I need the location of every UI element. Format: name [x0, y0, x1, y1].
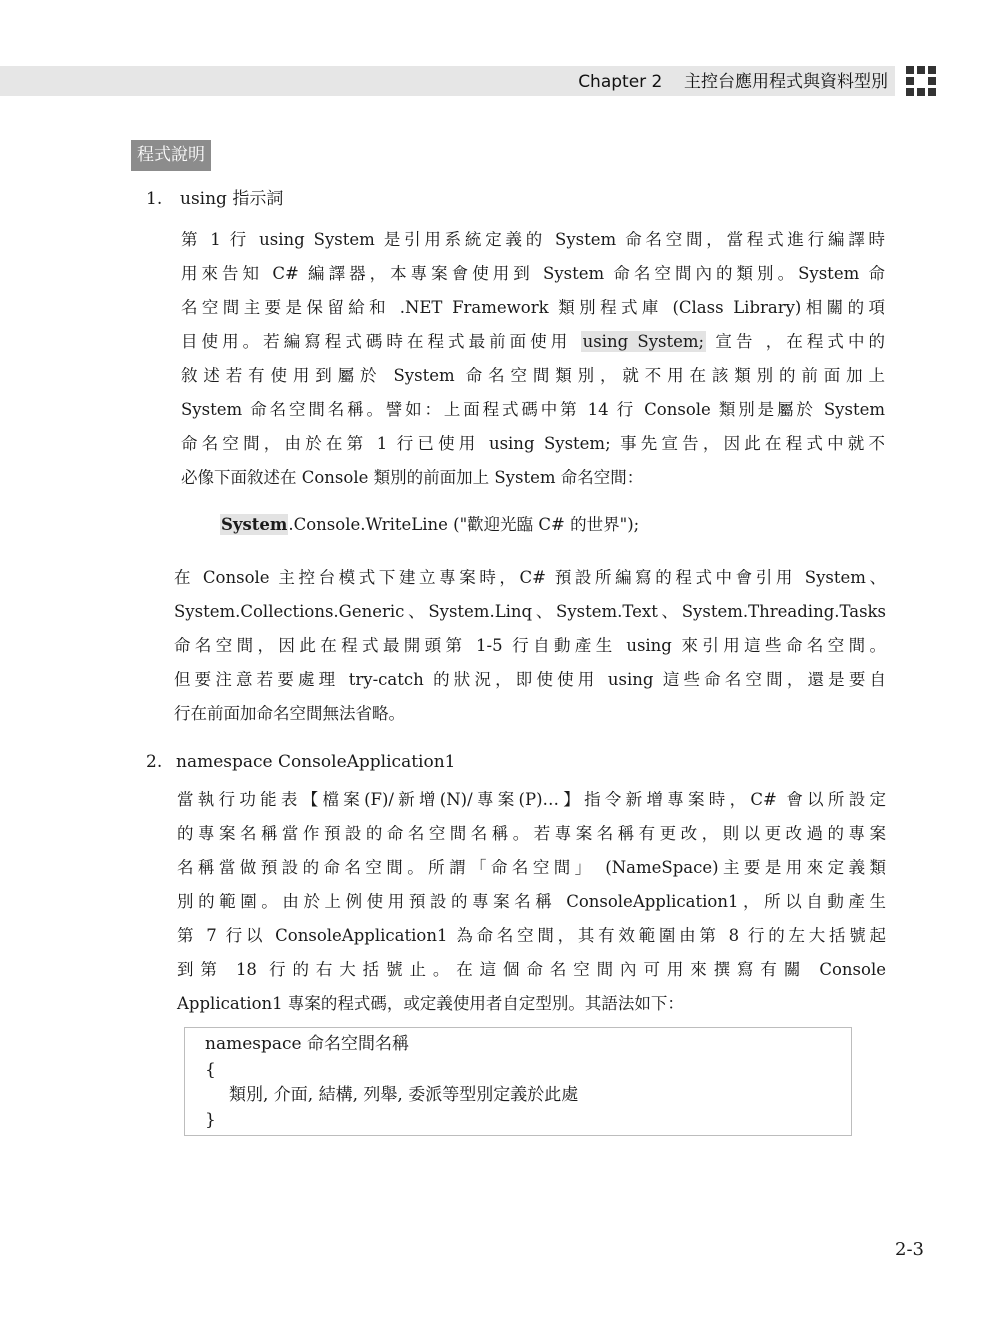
item-2-para-line: 到第 18 行的右大括號止。在這個命名空間內可用來撰寫有關 Console	[177, 960, 886, 979]
code-example	[220, 512, 639, 538]
item-2-para-line: Application1 專案的程式碼，或定義使用者自定型別。其語法如下：	[177, 994, 684, 1013]
item-1-para-2-line: 但要注意若要處理 try-catch 的狀況，即使使用 using 這些命名空間，還是要自	[174, 670, 886, 689]
item-1-para-2-line: 命名空間，因此在程式最開頭第 1-5 行自動產生 using 來引用這些命名空間。	[174, 636, 886, 655]
chapter-header	[578, 70, 888, 94]
item-1-title: using 指示詞	[180, 189, 284, 209]
section-label: 程式說明	[131, 140, 211, 171]
item-1-para-2-line: System.Collections.Generic、System.Linq、System.Text、System.Threading.Tasks	[174, 602, 886, 621]
syntax-line: }	[205, 1110, 216, 1130]
syntax-line: 類別, 介面, 結構, 列舉, 委派等型別定義於此處	[229, 1085, 579, 1105]
item-1-para-1-line: 用來告知 C# 編譯器，本專案會使用到 System 命名空間內的類別。System 命	[181, 264, 885, 283]
code-rest: .Console.WriteLine ("歡迎光臨 C# 的世界");	[288, 515, 640, 534]
item-1-para-1-line: 敘述若有使用到屬於 System 命名空間類別，就不用在該類別的前面加上	[181, 366, 885, 385]
line-text-before: 目使用。若編寫程式碼時在程式最前面使用	[181, 332, 581, 351]
chapter-label: Chapter 2	[578, 72, 663, 92]
item-1-number: 1.	[146, 189, 163, 209]
item-1-para-2-line: 在 Console 主控台模式下建立專案時，C# 預設所編寫的程式中會引用 System、	[174, 568, 886, 587]
using-system-highlight: using System;	[582, 332, 705, 351]
item-2-para-line: 別的範圍。由於上例使用預設的專案名稱 ConsoleApplication1，所以自動產生	[177, 892, 886, 911]
item-2-title: namespace ConsoleApplication1	[176, 752, 456, 772]
item-1-para-1-line: 名空間主要是保留給和 .NET Framework 類別程式庫 (Class Library)相關的項	[181, 298, 885, 317]
item-2-number: 2.	[146, 752, 163, 772]
item-2-para-line: 當執行功能表【檔案(F)/新增(N)/專案(P)…】指令新增專案時，C# 會以所設定	[177, 790, 886, 809]
grid-decoration-icon	[906, 66, 936, 96]
syntax-box	[184, 1027, 852, 1136]
syntax-line: namespace 命名空間名稱	[205, 1034, 409, 1054]
item-1-para-1-line: 命名空間，由於在第 1 行已使用 using System; 事先宣告，因此在程式中就不	[181, 434, 885, 453]
item-1-para-1-line: 必像下面敘述在 Console 類別的前面加上 System 命名空間：	[181, 468, 644, 487]
item-2-para-line: 名稱當做預設的命名空間。所謂「命名空間」 (NameSpace)主要是用來定義類	[177, 858, 886, 877]
line-text-after: 宣告 ，在程式中的	[706, 332, 885, 351]
item-1-para-2-line: 行在前面加命名空間無法省略。	[174, 704, 405, 723]
chapter-title: 主控台應用程式與資料型別	[684, 72, 888, 92]
syntax-line: {	[205, 1060, 216, 1080]
item-2-heading	[146, 750, 455, 774]
item-2-para-line: 第 7 行以 ConsoleApplication1 為命名空間，其有效範圍由第 8 行的左大括號起	[177, 926, 886, 945]
item-1-para-1-line: System 命名空間名稱。譬如：上面程式碼中第 14 行 Console 類別是屬於 System	[181, 400, 885, 419]
page-number: 2-3	[895, 1239, 924, 1260]
item-1-para-1-line: 第 1 行 using System 是引用系統定義的 System 命名空間，當程式進行編譯時	[181, 230, 885, 249]
item-1-heading	[146, 187, 283, 211]
code-keyword: System	[221, 515, 288, 534]
item-2-para-line: 的專案名稱當作預設的命名空間名稱。若專案名稱有更改，則以更改過的專案	[177, 824, 886, 843]
item-1-para-1-line	[181, 330, 885, 354]
